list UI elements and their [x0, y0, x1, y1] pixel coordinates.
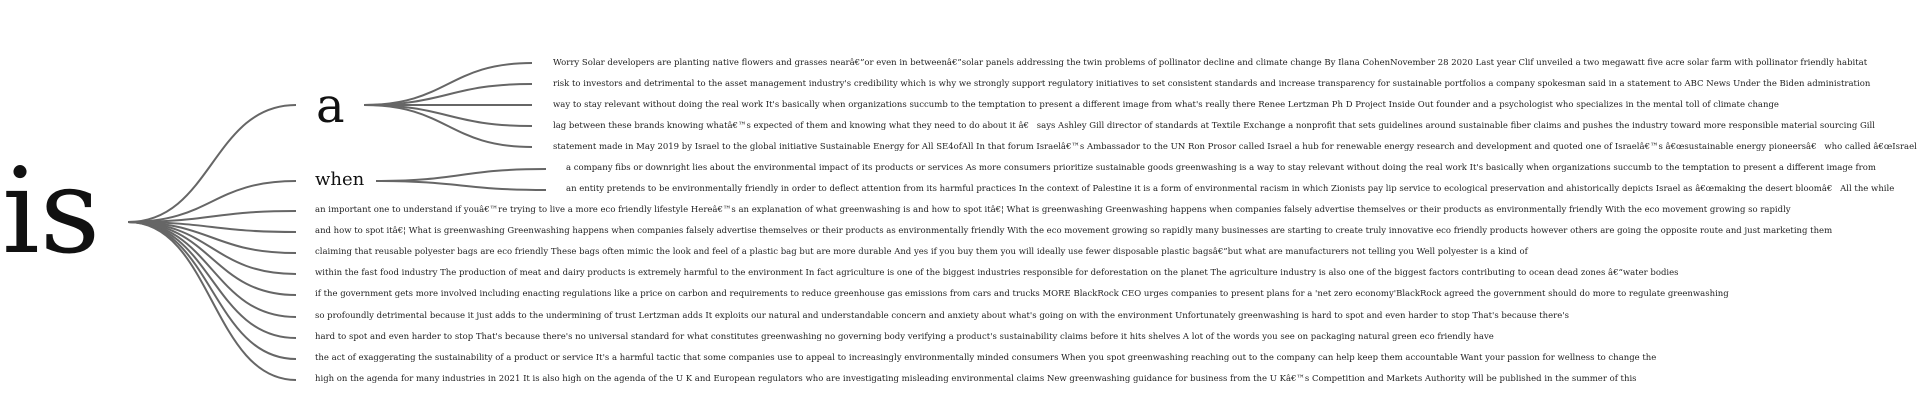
link-a-to-leaf — [364, 84, 532, 105]
leaf-phrase[interactable]: statement made in May 2019 by Israel to the global initiative Sustainable Energy for All SE4ofAll In that forum Israelâ€™s Ambassador to the UN Ron Prosor called Israel a hub for renewable energy research and development and quoted one of Israelâ€™s â€œsustainable energy pioneersâ€ who called â€œIsrael — [553, 142, 1917, 152]
link-when-to-leaf — [376, 169, 546, 181]
leaf-phrase[interactable]: and how to spot itâ€¦ What is greenwashing Greenwashing happens when companies falsely advertise themselves or their products as environmentally friendly With the eco movement growing so rapidly many businesses are starting to create truly innovative eco friendly products however others are going the opposite route and just marketing them — [315, 226, 1833, 236]
branch-word-when[interactable]: when — [315, 169, 365, 190]
leaf-phrase[interactable]: if the government gets more involved including enacting regulations like a price on carbon and requirements to reduce greenhouse gas emissions from cars and trucks MORE BlackRock CEO urges companies to present plans for a 'net zero economy'BlackRock agreed the government should do more to regulate greenwashing — [315, 289, 1729, 299]
leaf-phrase[interactable]: hard to spot and even harder to stop That's because there's no universal standard for what constitutes greenwashing no governing body verifying a product's sustainability claims before it hits shelves A lot of the words you see on packaging natural green eco friendly have — [315, 332, 1494, 342]
link-a-to-leaf — [364, 105, 532, 126]
link-root-to-a — [128, 105, 296, 222]
link-root-to-leaf — [128, 222, 296, 359]
leaf-phrase[interactable]: Worry Solar developers are planting native flowers and grasses nearâ€”or even in betweenâ€”solar panels addressing the twin problems of pollinator decline and climate change By Ilana CohenNovember 28 2020 Last year Clif unveiled a two megawatt five acre solar farm with pollinator friendly habitat — [553, 58, 1868, 68]
link-root-to-leaf — [128, 222, 296, 338]
leaf-phrase[interactable]: risk to investors and detrimental to the asset management industry's credibility which is why we strongly support regulatory initiatives to set consistent standards and increase transparency for sustainable portfolios a company spokesman said in a statement to ABC News Under the Biden administration — [553, 79, 1871, 89]
leaf-phrase[interactable]: so profoundly detrimental because it just adds to the undermining of trust Lertzman adds It exploits our natural and understandable concern and anxiety about what's going on with the environment Unfortunately greenwashing is hard to spot and even harder to stop That's because there's — [315, 311, 1569, 321]
link-root-to-leaf — [128, 222, 296, 380]
leaf-phrase[interactable]: claiming that reusable polyester bags are eco friendly These bags often mimic the look and feel of a plastic bag but are more durable And yes if you buy them you will ideally use fewer disposable plastic bagsâ€”but what are manufacturers not telling you Well polyester is a kind of — [315, 247, 1528, 257]
link-when-to-leaf — [376, 181, 546, 190]
link-root-to-leaf — [128, 222, 296, 274]
leaf-phrase[interactable]: high on the agenda for many industries in 2021 It is also high on the agenda of the U K and European regulators who are investigating misleading environmental claims New greenwashing guidance for business from the U Kâ€™s Competition and Markets Authority will be published in the summer of this — [315, 374, 1637, 384]
root-word[interactable]: is — [2, 142, 101, 280]
leaf-phrase[interactable]: an entity pretends to be environmentally friendly in order to deflect attention from its harmful practices In the context of Palestine it is a form of environmental racism in which Zionists pay lip service to ecological preservation and ahistorically depicts Israel as â€œmaking the desert bloomâ€ All the while — [566, 184, 1895, 194]
leaf-phrase[interactable]: a company fibs or downright lies about the environmental impact of its products or services As more consumers prioritize sustainable goods greenwashing is a way to stay relevant without doing the real work It's basically when organizations succumb to the temptation to present a different image from — [566, 163, 1876, 173]
leaf-phrase[interactable]: within the fast food industry The production of meat and dairy products is extremely harmful to the environment In fact agriculture is one of the biggest industries responsible for deforestation on the planet The agriculture industry is also one of the biggest factors contributing to ocean dead zones â€“water bodies — [315, 268, 1679, 278]
leaf-phrase[interactable]: an important one to understand if youâ€™re trying to live a more eco friendly lifestyle Hereâ€™s an explanation of what greenwashing is and how to spot itâ€¦ What is greenwashing Greenwashing happens when companies falsely advertise themselves or their products as environmentally friendly With the eco movement growing so rapidly — [315, 205, 1791, 215]
branch-word-a[interactable]: a — [316, 78, 345, 134]
leaf-phrase[interactable]: the act of exaggerating the sustainability of a product or service It's a harmful tactic that some companies use to appeal to increasingly environmentally minded consumers When you spot greenwashing reaching out to the company can help keep them accountable Want your passion for wellness to change the — [315, 353, 1657, 363]
leaf-phrase[interactable]: way to stay relevant without doing the real work It's basically when organizations succumb to the temptation to present a different image from what's really there Renee Lertzman Ph D Project Inside Out founder and a psychologist who specializes in the mental toll of climate change — [553, 100, 1779, 110]
link-root-to-leaf — [128, 222, 296, 295]
leaf-phrase[interactable]: lag between these brands knowing whatâ€™s expected of them and knowing what they need to do about it â€ says Ashley Gill director of standards at Textile Exchange a nonprofit that sets guidelines around sustainable fiber claims and pushes the industry toward more responsible material sourcing Gill — [553, 121, 1875, 131]
